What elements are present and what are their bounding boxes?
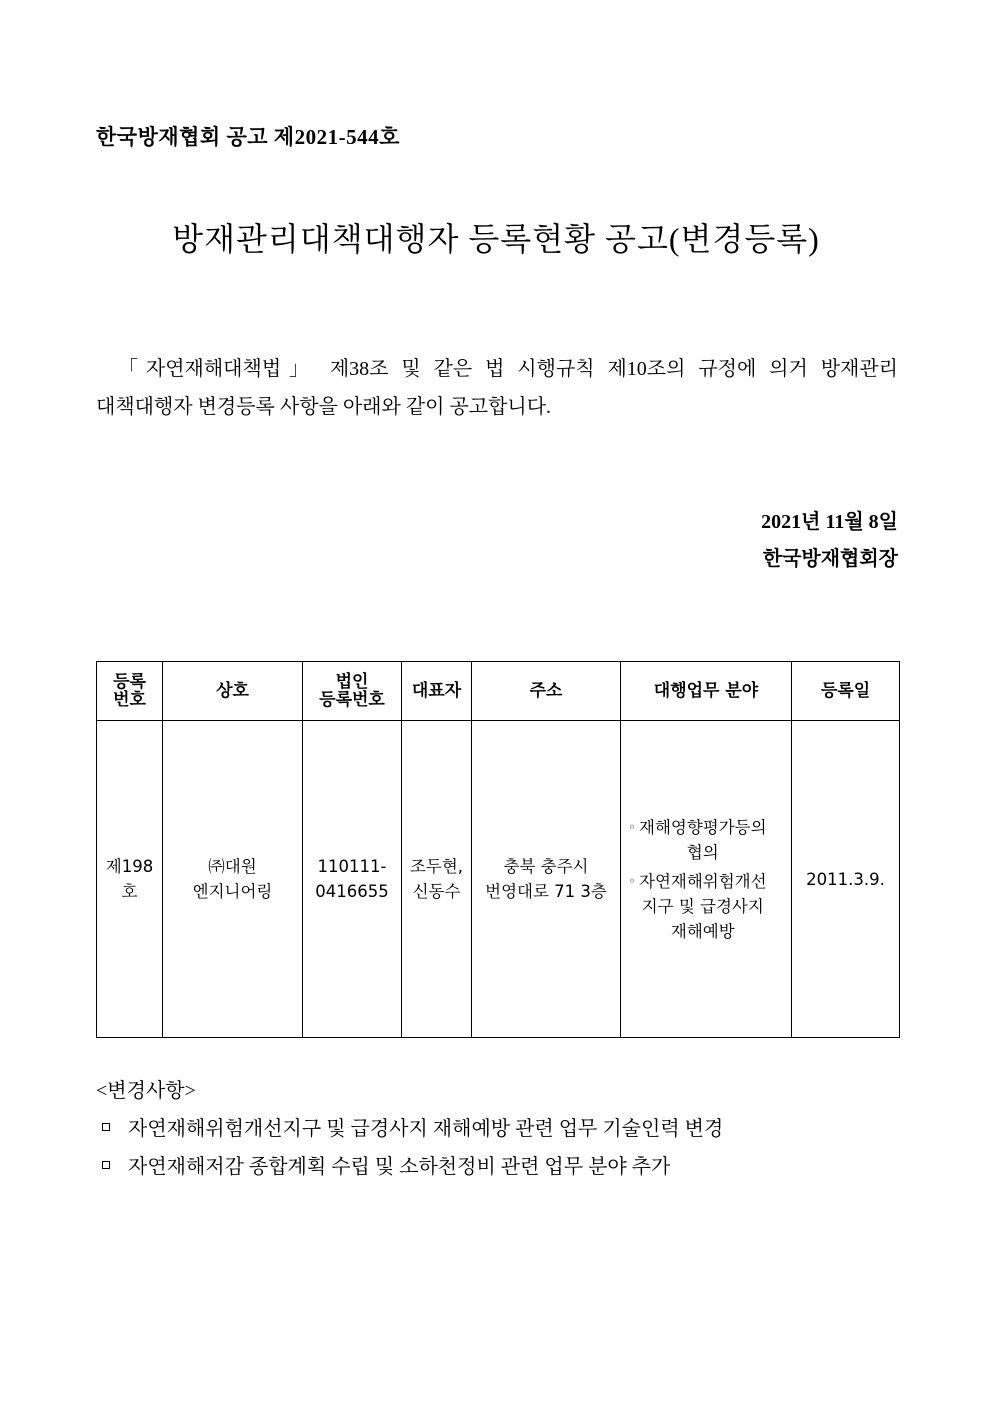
body-line-1: 「자연재해대책법」 제38조 및 같은 법 시행규칙 제10조의 규정에 의거 방재관리 — [118, 358, 898, 380]
ceo-line1: 조두현, — [409, 857, 464, 876]
business-2-line2: 지구 및 급경사지 — [641, 896, 764, 916]
square-bullet-icon — [100, 1121, 112, 1133]
cell-company — [163, 721, 303, 1038]
header-corp-no-line1: 법인 — [335, 672, 369, 692]
change-item — [100, 1150, 670, 1179]
body-paragraph — [96, 350, 898, 426]
bullet-icon: ◦ — [628, 873, 636, 888]
business-2-line1: 자연재해위험개선 — [639, 871, 767, 891]
header-reg-no-line1: 등록 — [113, 672, 146, 692]
address-line2: 번영대로 71 3층 — [485, 882, 607, 901]
cell-reg-no: 제198호 — [97, 721, 163, 1038]
address-line1: 충북 충주시 — [503, 857, 589, 876]
corp-no-line1: 110111- — [317, 857, 387, 876]
business-1-line2: 협의 — [686, 842, 719, 862]
table-header-row — [97, 662, 900, 721]
corp-no-line2: 0416655 — [315, 882, 389, 901]
cell-address — [472, 721, 621, 1038]
business-2-line3: 재해예방 — [670, 921, 735, 941]
header-ceo: 대표자 — [402, 662, 472, 721]
change-item — [100, 1112, 723, 1141]
notice-number: 한국방재협회 공고 제2021-544호 — [96, 125, 400, 149]
changes-heading: <변경사항> — [96, 1080, 196, 1102]
cell-ceo — [402, 721, 472, 1038]
header-address: 주소 — [472, 662, 621, 721]
header-business: 대행업무 분야 — [621, 662, 792, 721]
business-1-line1: 재해영향평가등의 — [639, 817, 767, 837]
cell-reg-date: 2011.3.9. — [792, 721, 900, 1038]
header-reg-date: 등록일 — [792, 662, 900, 721]
company-line2: 엔지니어링 — [192, 882, 273, 901]
issuer: 한국방재협회장 — [762, 548, 898, 570]
registry-table — [96, 661, 900, 1038]
cell-corp-no — [303, 721, 402, 1038]
business-item-text — [639, 815, 767, 865]
business-item — [625, 869, 789, 944]
table-row — [97, 721, 900, 1038]
body-line-2: 대책대행자 변경등록 사항을 아래와 같이 공고합니다. — [96, 396, 552, 418]
cell-business — [621, 721, 792, 1038]
header-corp-no-line2: 등록번호 — [319, 690, 385, 710]
square-bullet-icon — [100, 1159, 112, 1171]
ceo-line2: 신동수 — [412, 882, 461, 901]
change-item-text: 자연재해위험개선지구 및 급경사지 재해예방 관련 업무 기술인력 변경 — [128, 1118, 724, 1140]
bullet-icon: ◦ — [628, 819, 636, 834]
header-corp-no — [303, 662, 402, 721]
header-reg-no — [97, 662, 163, 721]
notice-date: 2021년 11월 8일 — [761, 511, 898, 533]
header-reg-no-line2: 번호 — [113, 690, 146, 710]
document-title: 방재관리대책대행자 등록현황 공고(변경등록) — [172, 221, 820, 257]
company-line1: ㈜대원 — [208, 857, 257, 876]
change-item-text: 자연재해저감 종합계획 수립 및 소하천정비 관련 업무 분야 추가 — [128, 1156, 671, 1178]
header-company: 상호 — [163, 662, 303, 721]
business-item-text — [639, 869, 767, 944]
business-item — [625, 815, 789, 865]
